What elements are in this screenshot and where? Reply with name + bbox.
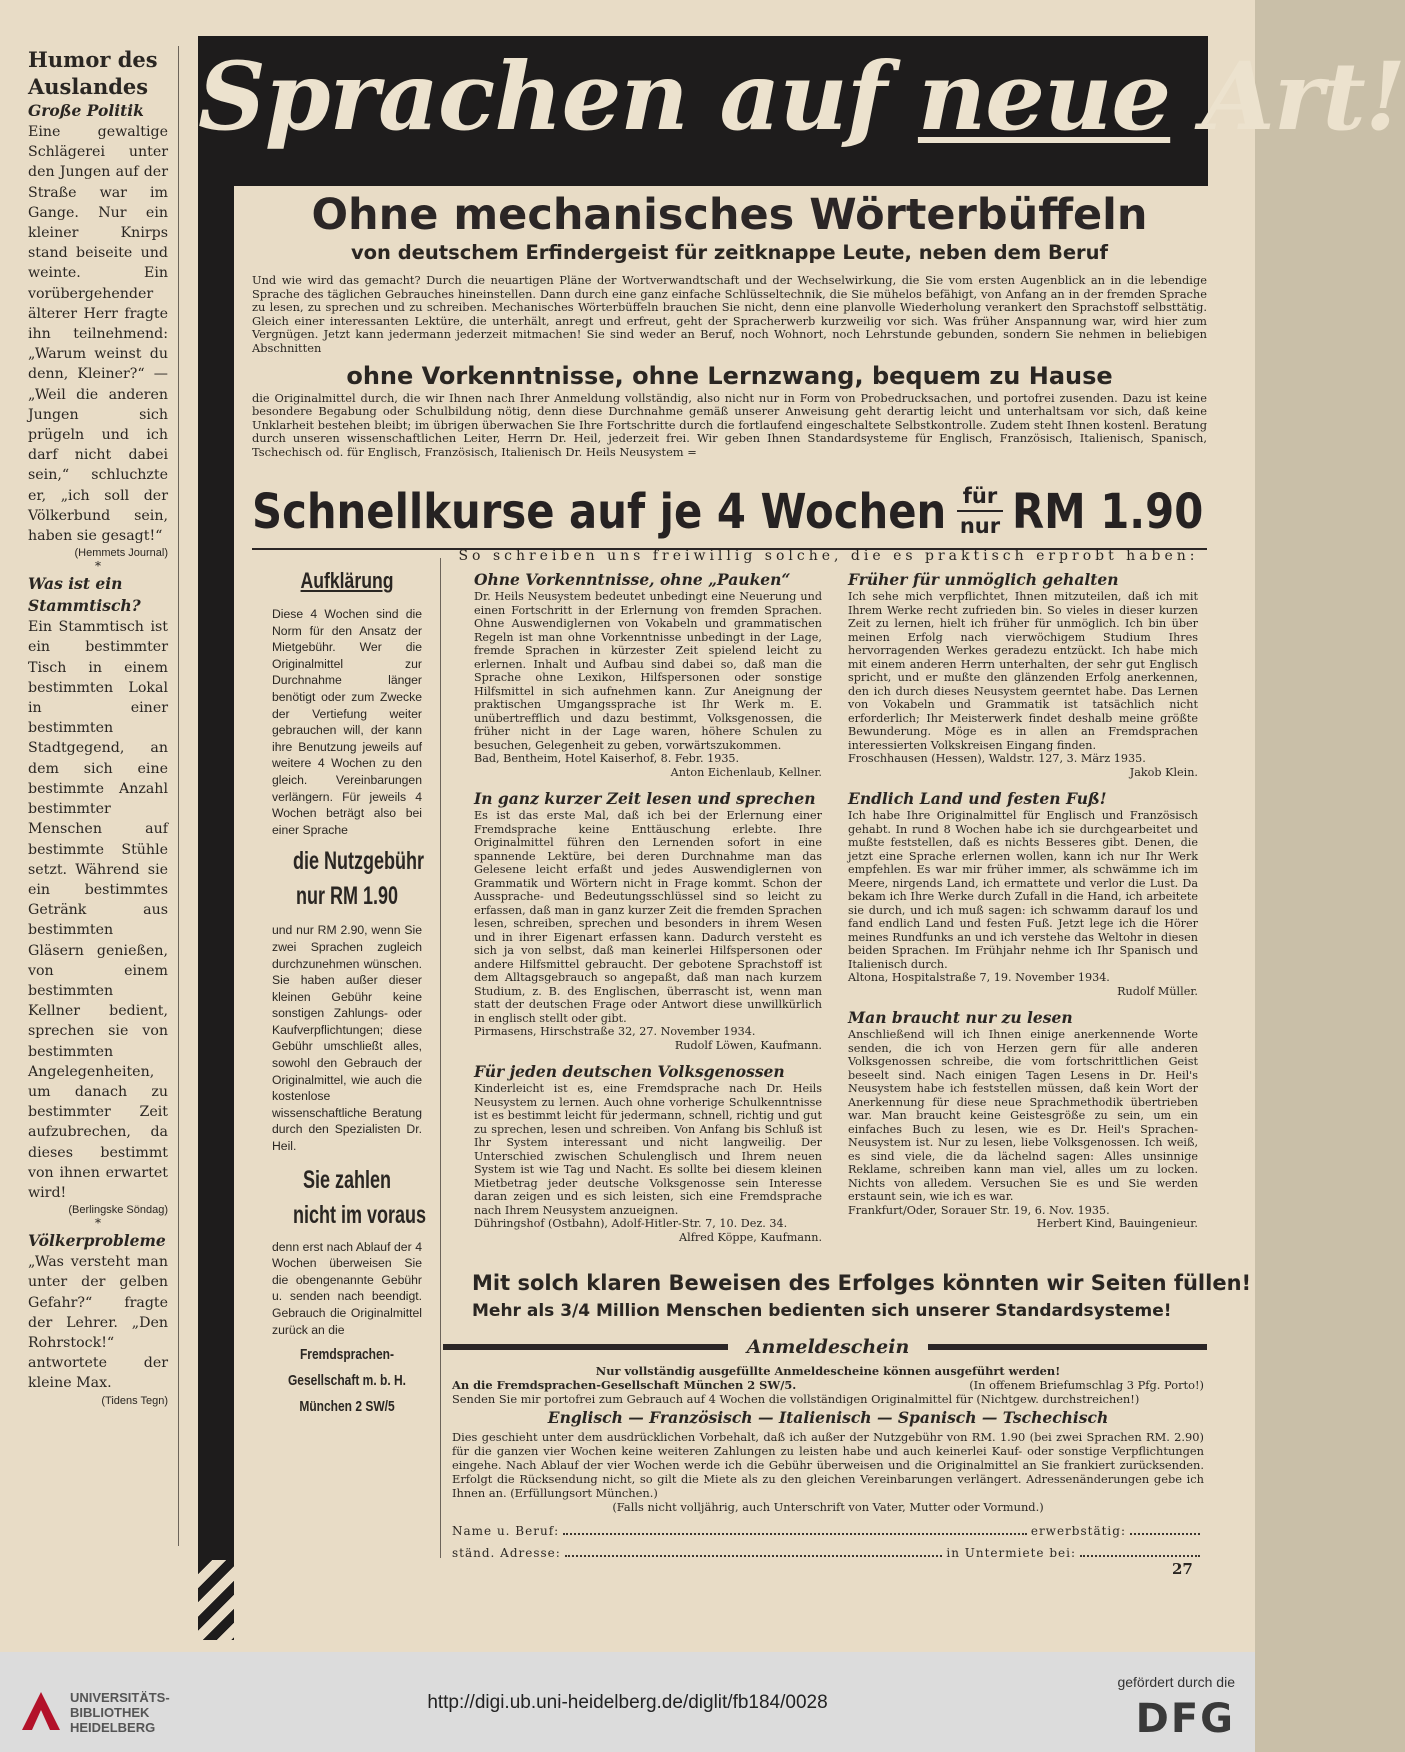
address-field[interactable] xyxy=(452,1542,1204,1564)
sublet-input-line[interactable] xyxy=(1080,1547,1200,1557)
testimonial-signature: Herbert Kind, Bauingenieur. xyxy=(1036,1217,1198,1230)
for-word: für xyxy=(962,484,998,508)
testimonial-text: Kinderleicht ist es, eine Fremdsprache nach Dr. Heils Neusystem zu lernen. Auch ohne vorherige Schulkenntnisse ist es bestimmt leicht für jedermann, schnell, richtig und gut zu sprechen, lesen und schreiben. Von Anfang bis Schluß ist Ihr System interessant und nicht langweilig. Der Unterschied zwischen Schulenglisch und Ihrem neuen System ist wie Tag und Nacht. Es sollte bei diesem kleinen Mietbetrag jeder deutsche Volksgenosse sein Interesse daran zeigen und es sich leisten, sich eine Fremdsprache nach Ihrem Neusystem anzueignen. xyxy=(474,1082,822,1217)
form-terms: Dies geschieht unter dem ausdrücklichen Vorbehalt, daß ich außer der Nutzgebühr von RM. 1.90 (bei zwei Sprachen RM. 2.90) für die ganzen vier Wochen keine weiteren Zahlungen zu leisten habe und auch keinerlei Kauf- oder sonstige Verpflichtungen eingehe. Nach Ablauf der vier Wochen werde ich die Gebühr überweisen und die Originalmittel an Sie frankiert zurücksenden. Erfolgt die Rücksendung nicht, so gilt die Miete als zu den gleichen Vereinbarungen verlängert. Adressenänderungen gebe ich Ihnen an. (Erfüllungsort München.) xyxy=(452,1430,1204,1500)
page-url[interactable]: http://digi.ub.uni-heidelberg.de/diglit/fb184/0028 xyxy=(427,1692,828,1713)
form-title-rule xyxy=(443,1344,728,1350)
banner-part: Art! xyxy=(1170,42,1405,152)
testimonial-place: Bad, Bentheim, Hotel Kaiserhof, 8. Febr. 1935. xyxy=(474,752,740,765)
form-request: Senden Sie mir portofrei zum Gebrauch auf 4 Wochen die vollständigen Originalmittel für (Nichtgew. durchstreichen!) xyxy=(452,1392,1140,1406)
employment-label: erwerbstätig: xyxy=(1030,1524,1126,1538)
testimonial-text: Dr. Heils Neusystem bedeutet unbedingt eine Neuerung und einen Fortschritt in der Erlernung von fremden Sprachen. Ohne Auswendiglernen von Vokabeln und grammatischen Regeln ist man ohne Vorkenntnisse unbedingt in der Lage, fremde Sprachen in kürzester Zeit spielend leicht zu erlernen. Inhalt und Aufbau sind dabei so, daß man die Sprache ohne Lexikon, Hilfspersonen oder sonstige Hilfsmittel in sich aufnehmen kann. Zur Aneignung der praktischen Umgangssprache ist Ihr Werk m. E. unübertrefflich und dazu bestimmt, Volksgenossen, die früher nicht in der Lage waren, höhere Schulen zu besuchen, Gelegenheit zu geben, vorwärtszukommen. xyxy=(474,590,822,752)
testimonial-text: Ich habe Ihre Originalmittel für Englisch und Französisch gehabt. In rund 8 Wochen habe ich sie durchgearbeitet und mußte feststellen, daß es nichts Besseres gibt. Denen, die jetzt eine Sprache erlernen wollen, kann ich nur Ihr Werk empfehlen. Es war mir früher immer, als schwämme ich im Meere, nirgends Land, ich ermattete und verlor die Lust. Da bekam ich Ihre Werke durch Zufall in die Hand, ich arbeitete sie durch, und ich muß sagen: ich schwamm darauf los und fand endlich Land und festen Fuß. Jetzt lege ich die Hörer meines Rundfunks an und ich verstehe das Weltohr in diesen beiden Sprachen. Im Frühjahr nehme ich Ihr Spanisch und Italienisch durch. xyxy=(848,809,1198,971)
only-word: nur xyxy=(957,510,1003,540)
banner-part: Sprachen auf xyxy=(198,42,918,152)
form-note: Nur vollständig ausgefüllte Anmeldescheine können ausgeführt werden! xyxy=(595,1364,1061,1378)
form-recipient: An die Fremdsprachen-Gesellschaft München 2 SW/5. xyxy=(452,1378,797,1392)
separator-star: * xyxy=(95,559,101,574)
name-label: Name u. Beruf: xyxy=(452,1524,560,1538)
ad-header xyxy=(252,190,1207,460)
company-name: Gesellschaft m. b. H. xyxy=(287,1372,407,1390)
intro-paragraph: Und wie wird das gemacht? Durch die neuartigen Pläne der Wortverwandtschaft und der Wechselwirkung, die Sie vom ersten Augenblick an in die lebendige Sprache des täglichen Gebrauches hineinstellen. Dann durch eine ganz einfache Schlüsseltechnik, die Sie mühelos befähigt, von Anfang an in der fremden Sprache zu lesen, zu sprechen und zu schreiben. Mechanisches Wörterbüffeln brauchen Sie nicht, denn eine planvolle Wiederholung verankert den Sprachstoff selbsttätig. Gleich einer interessanten Lektüre, die unterhält, anregt und erfreut, geht der Spracherwerb kurzweilig vor sich. Was früher Anspannung war, wird hier zum Vergnügen. Jetzt kann jedermann jederzeit mitmachen! Sie sind weder an Beruf, noch Wohnort, noch Lehrstunde gebunden, sondern Sie nehmen in beliebigen Abschnitten xyxy=(252,273,1207,355)
humor-column xyxy=(28,46,168,1408)
claim-line: Mehr als 3/4 Million Menschen bedienten sich unserer Standardsysteme! xyxy=(472,1301,1172,1321)
testimonial-signature: Alfred Köppe, Kaufmann. xyxy=(679,1230,822,1244)
anecdote-text: „Was versteht man unter der gelben Gefahr?“ fragte der Lehrer. „Den Rohrstock!“ antwortete der kleine Max. xyxy=(28,1254,168,1392)
name-field[interactable] xyxy=(452,1520,1204,1542)
column-title: Humor des Auslandes xyxy=(28,47,158,99)
testimonials-left xyxy=(474,570,822,1244)
testimonials-right xyxy=(848,570,1198,1231)
aufklaerung-title: Aufklärung xyxy=(300,568,394,593)
form-address-row xyxy=(452,1378,1204,1392)
university-name-line: BIBLIOTHEK xyxy=(70,1705,150,1720)
anecdote-text: Ein Stammtisch ist ein bestimmter Tisch in einem bestimmten Lokal in einer bestimmten Stadtgegend, an dem sich eine bestimmte Anzahl bestimmter Menschen auf bestimmte Stühle setzt. Während sie ein bestimmtes Getränk aus bestimmten Gläsern genießen, von einem bestimmten Kellner bedient, sprechen sie von bestimmten Angelegenheiten, um danach zu bestimmter Zeit aufzubrechen, da dieses bestimmt von ihnen erwartet wird! xyxy=(28,619,168,1201)
university-name-line: UNIVERSITÄTS- xyxy=(70,1690,170,1705)
form-title-bar xyxy=(443,1334,1207,1360)
dfg-logo: DFG xyxy=(1135,1696,1235,1742)
testimonial-place: Dühringshof (Ostbahn), Adolf-Hitler-Str. 7, 10. Dez. 34. xyxy=(474,1217,788,1230)
anecdote-title: Was ist ein Stammtisch? xyxy=(28,574,141,616)
testimonial-heading: In ganz kurzer Zeit lesen und sprechen xyxy=(474,789,816,808)
testimonial-signature: Rudolf Löwen, Kaufmann. xyxy=(674,1038,822,1052)
employment-input-line[interactable] xyxy=(1130,1525,1200,1535)
anecdote-source: (Tidens Tegn) xyxy=(101,1394,168,1407)
column-divider xyxy=(178,46,179,1546)
aufklaerung-text: Diese 4 Wochen sind die Norm für den Ansatz der Mietgebühr. Wer die Originalmittel zur Durchnahme länger benötigt oder zum Zwecke der Vertiefung weiter gebrauchen will, der kann ihre Benutzung jeweils auf weitere 4 Wochen zu den gleich. Vereinbarungen verlängern. Für jeweils 4 Wochen beträgt also bei einer Sprache xyxy=(272,607,422,837)
testimonial-place: Frankfurt/Oder, Sorauer Str. 19, 6. Nov. 1935. xyxy=(848,1203,1110,1217)
testimonial-heading: Für jeden deutschen Volksgenossen xyxy=(474,1062,785,1081)
form-postage: (In offenem Briefumschlag 3 Pfg. Porto!) xyxy=(969,1378,1204,1392)
details-paragraph: die Originalmittel durch, die wir Ihnen nach Ihrer Anmeldung vollständig, also nicht nur in Form von Probedrucksachen, und portofrei zusenden. Dazu ist keine besondere Begabung oder Schulbildung nötig, denn diese Durchnahme gemäß unserer Anweisung geht derartig leicht und unterhaltsam vor sich, daß keine Unklarheit bestehen bleibt; im übrigen überwachen Sie Ihre Fortschritte durch die fortlaufend eingeschaltete Selbstkontrolle. Zudem steht Ihnen kostenl. Beratung durch unseren wissenschaftlichen Leiter, Herrn Dr. Heil, jederzeit frei. Wir geben Ihnen Standardsysteme für Englisch, Französisch, Italienisch, Spanisch, Tschechisch od. für Englisch, Französisch, Italienisch Dr. Heils Neusystem = xyxy=(252,390,1207,459)
viewer-footer xyxy=(0,1652,1255,1752)
payment-text: denn erst nach Ablauf der 4 Wochen überweisen Sie die obengenannte Gebühr u. senden nach beendigt. Gebrauch die Originalmittel zurück an die xyxy=(272,1239,422,1337)
fee-heading: die Nutzgebühr xyxy=(293,847,424,876)
company-name: Fremdsprachen- xyxy=(299,1346,395,1364)
secondary-headline: ohne Vorkenntnisse, ohne Lernzwang, bequem zu Hause xyxy=(346,361,1113,390)
banner-headline xyxy=(198,42,1405,152)
anecdote-source: (Hemmets Journal) xyxy=(74,547,168,560)
testimonial-heading: Ohne Vorkenntnisse, ohne „Pauken“ xyxy=(474,570,791,589)
anecdote-title: Völkerprobleme xyxy=(28,1231,166,1251)
testimonial-text: Ich sehe mich verpflichtet, Ihnen mitzuteilen, daß ich mit Ihrem Werke recht zufrieden bin. So vieles in dieser kurzen Zeit zu lernen, hielt ich früher für unmöglich. Ich bin über meinen Erfolg nach vierwöchigem Studium Ihres hervorragenden Werkes geradezu entzückt. Ich habe mich mit einem anderen Herrn unterhalten, der sehr gut Englisch spricht, und er mußte den glänzenden Erfolg anerkennen, den ich durch dieses Neusystem geerntet habe. Das Lernen von Vokabeln und Grammatik ist tatsächlich nicht erforderlich; Ihr Meisterwerk findet deshalb meine größte Bewunderung. Möge es in allen an Fremdsprachen interessierten Volkskreisen Eingang finden. xyxy=(848,590,1198,752)
testimonial-heading: Man braucht nur zu lesen xyxy=(848,1008,1073,1027)
anecdote-title: Große Politik xyxy=(28,101,144,120)
sublet-label: in Untermiete bei: xyxy=(946,1546,1076,1560)
payment-heading: nicht im voraus xyxy=(293,1200,427,1229)
fee-text: und nur RM 2.90, wenn Sie zwei Sprachen zugleich durchzunehmen wünschen. Sie haben außer dieser kleinen Gebühr keine sonstigen Zahlungs- oder Kaufverpflichtungen; diese Gebühr umschließt alles, sowohl den Gebrauch der Originalmittel, wie auch die kostenlose wissenschaftliche Beratung durch den Spezialisten Dr. Heil. xyxy=(272,923,422,1154)
subheadline: von deutschem Erfindergeist für zeitknappe Leute, neben dem Beruf xyxy=(350,241,1109,264)
price-headline xyxy=(252,476,1207,548)
testimonial-place: Altona, Hospitalstraße 7, 19. November 1934. xyxy=(848,971,1110,984)
aufklaerung-column xyxy=(272,566,427,1420)
testimonial-place: Froschhausen (Hessen), Waldstr. 127, 3. März 1935. xyxy=(848,752,1146,765)
testimonial-text: Es ist das erste Mal, daß ich bei der Erlernung einer Fremdsprache keine Enttäuschung erlebte. Ihre Originalmittel führen den Lernenden sofort in eine spannende Lektüre, bei deren Durchnahme man das Gelesene leicht erfaßt und jedes Auswendiglernen von Grammatik und Wörtern nicht in Frage kommt. Schon der Aussprache- und Bedeutungsschlüssel sind so leicht zu erfassen, daß man in ganz kurzer Zeit die fremden Sprachen lesen, schreiben, sprechen und besonders in ihrem Wesen und in ihrer Eigenart erfassen kann. Dadurch versteht es sich ja von selbst, daß man keinerlei Hilfspersonen oder andere Hilfsmittel gebraucht. Der gebotene Sprachstoff ist dem Alltagsgebrauch so angepaßt, daß man nach kurzem Studium, z. B. des Englischen, überrascht ist, wenn man statt der deutschen Frage oder Antwort diese unwillkürlich in englisch stellt oder gibt. xyxy=(474,809,822,1025)
anecdote-source: (Berlingske Söndag) xyxy=(68,1204,168,1217)
claim-line: Mit solch klaren Beweisen des Erfolges könnten wir Seiten füllen! xyxy=(472,1271,1252,1295)
testimonial-place: Pirmasens, Hirschstraße 32, 27. November 1934. xyxy=(474,1025,756,1038)
testimonial-signature: Anton Eichenlaub, Kellner. xyxy=(670,765,822,779)
form-minor-note: (Falls nicht volljährig, auch Unterschrift von Vater, Mutter oder Vormund.) xyxy=(612,1500,1044,1514)
testimonial-signature: Rudolf Müller. xyxy=(1117,984,1198,998)
registration-form xyxy=(452,1364,1204,1564)
ad-banner xyxy=(198,36,1405,186)
payment-heading: Sie zahlen xyxy=(302,1165,392,1194)
fee-amount: nur RM 1.90 xyxy=(295,882,399,911)
testimonial-heading: Früher für unmöglich gehalten xyxy=(848,570,1119,589)
address-label: ständ. Adresse: xyxy=(452,1546,561,1560)
course-offer: Schnellkurse auf je 4 Wochen xyxy=(252,484,947,540)
funding-label: gefördert durch die xyxy=(1117,1674,1235,1690)
testimonial-heading: Endlich Land und festen Fuß! xyxy=(848,789,1107,808)
column-divider xyxy=(440,558,441,1558)
form-language-options[interactable]: Englisch — Französisch — Italienisch — Spanisch — Tschechisch xyxy=(547,1408,1109,1427)
address-input-line[interactable] xyxy=(565,1547,943,1557)
form-title-rule xyxy=(928,1344,1207,1350)
ad-frame-stripes xyxy=(198,1560,234,1640)
page-number: 27 xyxy=(1172,1560,1193,1578)
company-address: München 2 SW/5 xyxy=(299,1398,395,1416)
testimonials-intro: So schreiben uns freiwillig solche, die es praktisch erprobt haben: xyxy=(458,548,1199,564)
success-claim xyxy=(472,1268,1252,1324)
anecdote-text: Eine gewaltige Schlägerei unter den Jungen auf der Straße war im Gange. Nur ein kleiner Knirps stand beiseite und weinte. Ein vorübergehender älterer Herr fragte ihn teilnehmend: „Warum weinst du denn, Kleiner?“ — „Weil die anderen Jungen sich prügeln und ich darf nicht dabei sein,“ schluchzte er, „ich soll der Völkerbund sein, haben sie gesagt!“ xyxy=(28,124,168,545)
name-input-line[interactable] xyxy=(563,1525,1027,1535)
university-name-line: HEIDELBERG xyxy=(70,1720,156,1735)
headline: Ohne mechanisches Wörterbüffeln xyxy=(311,190,1148,240)
testimonial-signature: Jakob Klein. xyxy=(1129,765,1198,779)
form-title: Anmeldeschein xyxy=(746,1336,910,1358)
for-only xyxy=(957,482,1003,540)
course-price: RM 1.90 xyxy=(1012,484,1204,540)
ad-frame-bar xyxy=(198,180,234,1560)
separator-star: * xyxy=(95,1216,101,1231)
banner-neue: neue xyxy=(917,42,1171,152)
testimonial-text: Anschließend will ich Ihnen einige anerkennende Worte senden, die ich von Herzen gern für alle anderen Volksgenossen schreibe, die vom fortschrittlichen Geist beseelt sind. Nach einigen Tagen Lesens in Dr. Heil's Neusystem habe ich feststellen müssen, daß kein Wort der Anerkennung für diese neue Sprachmethodik übertrieben war. Man braucht keine Geistesgröße zu sein, um ein einfaches Buch zu lesen, wie es Dr. Heil's Sprachen-Neusystem ist. Nur zu lesen, liebe Volksgenossen. Ich weiß, es sind viele, die da lächelnd sagen: Alles unsinnige Reklame, schreiben kann man viel, alles um zu locken. Nichts von alledem. Versuchen Sie es und Sie werden erstaunt sein, wie ich es war. xyxy=(848,1028,1198,1203)
